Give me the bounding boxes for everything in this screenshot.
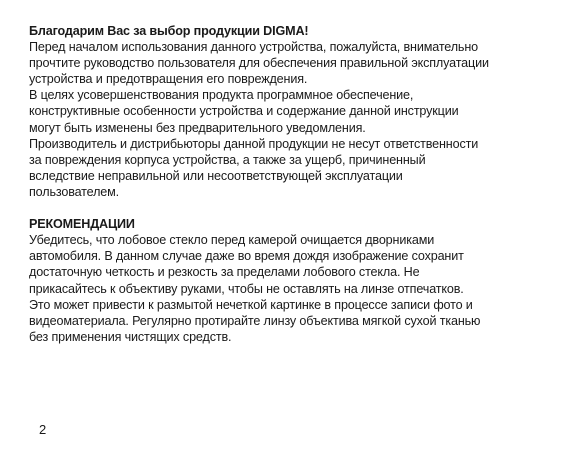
- recommendations-line: автомобиля. В данном случае даже во время дождя изображение сохранит: [29, 249, 464, 264]
- intro-line: В целях усовершенствования продукта программное обеспечение,: [29, 88, 414, 103]
- intro-line: устройства и предотвращения его повреждения.: [29, 72, 308, 87]
- recommendations-line: без применения чистящих средств.: [29, 329, 232, 344]
- recommendations-heading: РЕКОМЕНДАЦИИ: [29, 217, 135, 232]
- recommendations-line: прикасайтесь к объективу руками, чтобы не оставлять на линзе отпечатков.: [29, 281, 464, 296]
- recommendations-paragraph: [29, 232, 549, 345]
- intro-paragraph: [29, 39, 549, 200]
- intro-line: Перед началом использования данного устройства, пожалуйста, внимательно: [29, 40, 478, 55]
- intro-line: могут быть изменены без предварительного уведомления.: [29, 120, 366, 135]
- intro-line: за повреждения корпуса устройства, а также за ущерб, причиненный: [29, 152, 426, 167]
- intro-heading: Благодарим Вас за выбор продукции DIGMA!: [29, 24, 309, 38]
- recommendations-line: видеоматериала. Регулярно протирайте линзу объектива мягкой сухой тканью: [29, 313, 481, 328]
- intro-line: вследствие неправильной или несоответствующей эксплуатации: [29, 168, 403, 183]
- recommendations-line: Убедитесь, что лобовое стекло перед камерой очищается дворниками: [29, 233, 435, 248]
- intro-line: конструктивные особенности устройства и содержание данной инструкции: [29, 104, 459, 119]
- intro-line: Производитель и дистрибьюторы данной продукции не несут ответственности: [29, 136, 479, 151]
- page-number: 2: [39, 422, 47, 437]
- intro-line: пользователем.: [29, 184, 119, 199]
- section-spacer: [29, 200, 549, 216]
- intro-line: прочтите руководство пользователя для обеспечения правильной эксплуатации: [29, 56, 489, 71]
- recommendations-line: Это может привести к размытой нечеткой картинке в процессе записи фото и: [29, 297, 473, 312]
- manual-page: [29, 23, 549, 345]
- recommendations-line: достаточную четкость и резкость за пределами лобового стекла. Не: [29, 265, 420, 280]
